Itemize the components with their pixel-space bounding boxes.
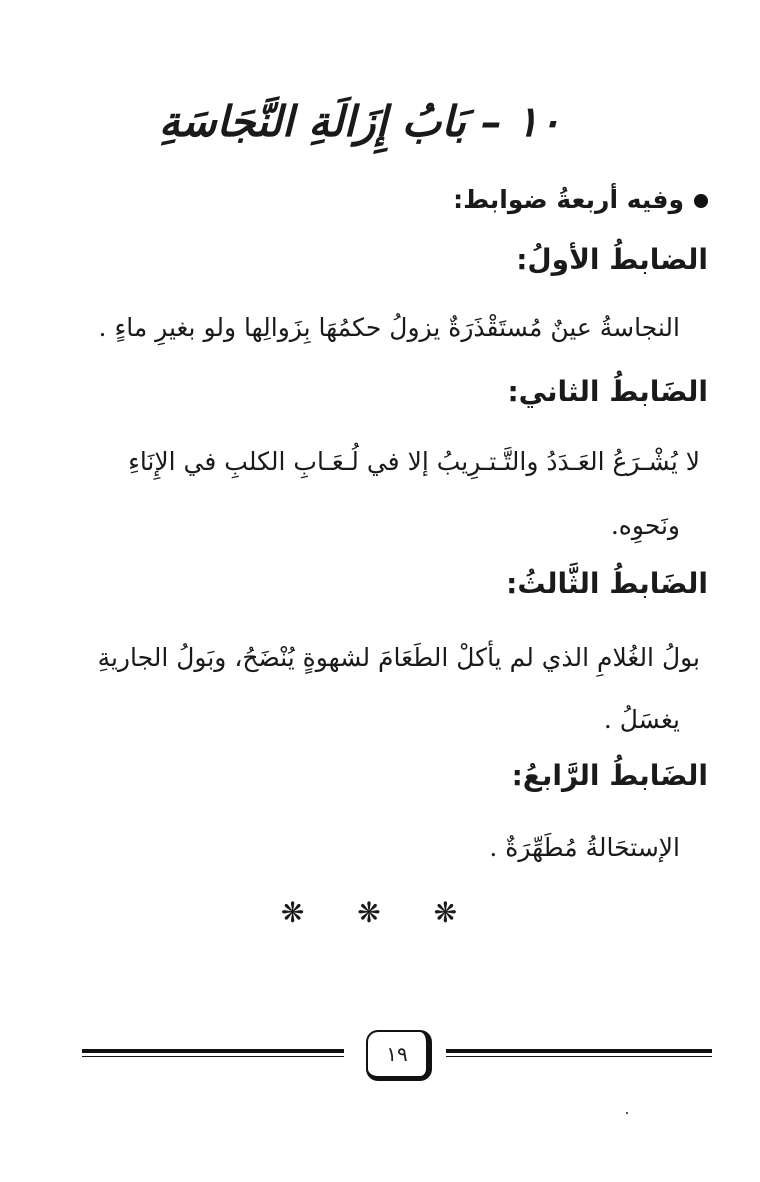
rule-2-text-line-1: لا يُشْـرَعُ العَـدَدُ والتَّـتـرِيبُ إلا في لُـعَـابِ الكلبِ في الإِنَاءِ — [128, 447, 700, 476]
rule-1-heading: الضابطُ الأولُ: — [516, 243, 708, 276]
intro-line — [453, 180, 708, 220]
intro-text: وفيه أربعةُ ضوابط: — [453, 185, 684, 214]
rule-1-text: النجاسةُ عينٌ مُستَقْذَرَةٌ يزولُ حكمُهَا بِزَوالِها ولو بغيرِ ماءٍ . — [98, 313, 680, 342]
chapter-title — [150, 92, 570, 152]
footer-rule-left — [82, 1049, 344, 1053]
chapter-name: بَابُ إِزَالَةِ النَّجَاسَةِ — [158, 97, 466, 146]
rule-4-heading: الضَابطُ الرَّابعُ: — [511, 759, 708, 792]
section-separator: ❋ ❋ ❋ — [280, 896, 480, 929]
rule-2-heading: الضَابطُ الثاني: — [507, 375, 708, 408]
rule-3-text-line-2: يغسَلُ . — [603, 705, 680, 734]
chapter-number: ١٠ — [516, 97, 562, 146]
scan-speck — [626, 1112, 628, 1114]
rule-2-text-line-2: ونَحوِه. — [610, 511, 680, 540]
rule-3-text-line-1: بولُ الغُلامِ الذي لم يأكلْ الطَعَامَ لشهوةٍ يُنْضَحُ، وبَولُ الجاريةِ — [97, 643, 700, 672]
page-number: ١٩ — [366, 1030, 432, 1081]
footer-rule-right — [446, 1049, 712, 1053]
rule-4-text: الإستحَالةُ مُطَهِّرَةٌ . — [489, 833, 680, 862]
bullet-icon — [694, 194, 708, 208]
chapter-dash: – — [480, 97, 502, 146]
rule-3-heading: الضَابطُ الثَّالثُ: — [506, 567, 708, 600]
